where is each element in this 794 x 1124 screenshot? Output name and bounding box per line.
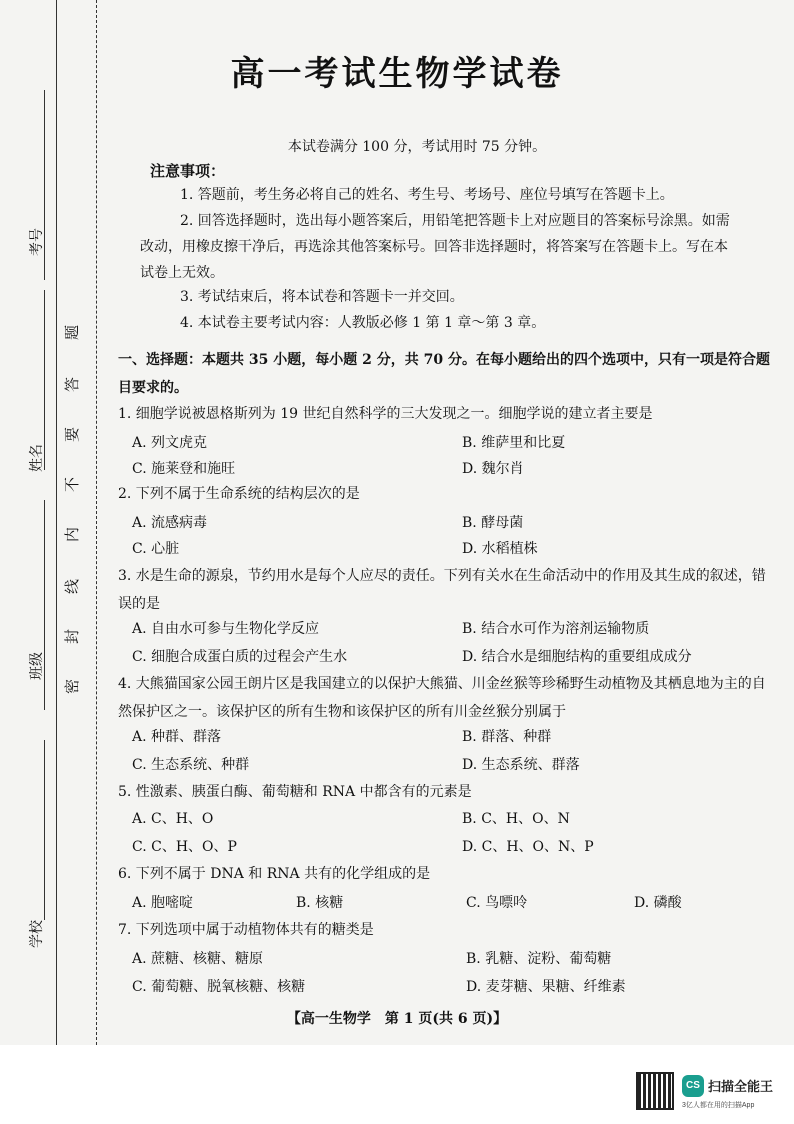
question-stem: 4. 大熊猫国家公园王朗片区是我国建立的以保护大熊猫、川金丝猴等珍稀野生动植物及其栖息地为主的自然保护区之一。该保护区的所有生物和该保护区的所有川金丝猴分别属于 — [118, 676, 766, 720]
seal-char: 密 — [63, 678, 82, 695]
question-option: C. 鸟嘌呤 — [466, 895, 528, 911]
note-item: 4. 本试卷主要考试内容：人教版必修 1 第 1 章～第 3 章。 — [180, 315, 546, 331]
scanner-tagline: 3亿人都在用的扫描App — [682, 1102, 755, 1109]
cs-logo-icon: CS — [682, 1075, 704, 1097]
question-stem: 5. 性激素、胰蛋白酶、葡萄糖和 RNA 中都含有的元素是 — [118, 784, 472, 800]
binding-line-solid — [56, 0, 57, 1045]
seal-char: 线 — [63, 578, 82, 595]
question-option: D. 麦芽糖、果糖、纤维素 — [466, 979, 626, 995]
question-option: D. 水稻植株 — [462, 541, 538, 557]
question-option: B. 乳糖、淀粉、葡萄糖 — [466, 951, 612, 967]
question-stem: 2. 下列不属于生命系统的结构层次的是 — [118, 486, 360, 502]
question-option: B. 结合水可作为溶剂运输物质 — [462, 621, 650, 637]
exam-meta: 本试卷满分 100 分，考试用时 75 分钟。 — [287, 139, 547, 155]
question-option: B. 群落、种群 — [462, 729, 552, 745]
field-label-class: 班级 — [29, 652, 45, 680]
question-option: B. C、H、O、N — [462, 811, 570, 827]
question-option: D. C、H、O、N、P — [462, 839, 594, 855]
seal-char: 要 — [63, 426, 82, 443]
question-option: A. 胞嘧啶 — [132, 895, 194, 911]
question-stem: 3. 水是生命的源泉，节约用水是每个人应尽的责任。下列有关水在生命活动中的作用及其生成的叙述，错误的是 — [118, 568, 766, 612]
field-blank-name — [44, 290, 45, 470]
seal-char: 封 — [63, 628, 82, 645]
question-option: A. C、H、O — [132, 811, 214, 827]
question-option: A. 自由水可参与生物化学反应 — [132, 621, 320, 637]
notes-heading: 注意事项： — [150, 162, 226, 180]
question-option: C. 生态系统、种群 — [132, 757, 250, 773]
page-footer: 【高一生物学 第 1 页(共 6 页)】 — [286, 1011, 508, 1027]
note-item: 1. 答题前，考生务必将自己的姓名、考生号、考场号、座位号填写在答题卡上。 — [180, 187, 674, 203]
field-label-name: 姓名 — [29, 444, 45, 472]
seal-char: 题 — [63, 324, 82, 341]
scanner-app-name: 扫描全能王 — [708, 1079, 774, 1094]
question-option: C. 心脏 — [132, 541, 180, 557]
question-stem: 6. 下列不属于 DNA 和 RNA 共有的化学组成的是 — [118, 866, 431, 882]
note-item: 3. 考试结束后，将本试卷和答题卡一并交回。 — [180, 289, 464, 305]
field-blank-exam-number — [44, 90, 45, 280]
seal-char: 答 — [63, 376, 82, 393]
qr-code-icon — [636, 1072, 674, 1110]
question-option: A. 蔗糖、核糖、糖原 — [132, 951, 264, 967]
seal-char: 不 — [63, 476, 82, 493]
question-option: C. 细胞合成蛋白质的过程会产生水 — [132, 649, 348, 665]
question-option: A. 列文虎克 — [132, 435, 208, 451]
field-blank-school — [44, 740, 45, 920]
question-option: A. 流感病毒 — [132, 515, 208, 531]
question-option: C. 施莱登和施旺 — [132, 461, 236, 477]
page-title: 高一考试生物学试卷 — [230, 54, 564, 94]
question-stem: 7. 下列选项中属于动植物体共有的糖类是 — [118, 922, 374, 938]
binding-line-dashed — [96, 0, 97, 1045]
question-option: C. 葡萄糖、脱氧核糖、核糖 — [132, 979, 306, 995]
note-item: 2. 回答选择题时，选出每小题答案后，用铅笔把答题卡上对应题目的答案标号涂黑。如需改动，用橡皮擦干净后，再选涂其他答案标号。回答非选择题时，将答案写在答题卡上。写在本试卷上无效。 — [140, 213, 730, 281]
question-option: B. 酵母菌 — [462, 515, 524, 531]
field-label-exam-number: 考号 — [29, 228, 45, 256]
field-label-school: 学校 — [29, 920, 45, 948]
question-stem: 1. 细胞学说被恩格斯列为 19 世纪自然科学的三大发现之一。细胞学说的建立者主要是 — [118, 406, 653, 422]
question-option: A. 种群、群落 — [132, 729, 222, 745]
seal-char: 内 — [63, 526, 82, 543]
question-option: D. 结合水是细胞结构的重要组成成分 — [462, 649, 692, 665]
question-option: C. C、H、O、P — [132, 839, 237, 855]
field-blank-class — [44, 500, 45, 710]
question-option: D. 生态系统、群落 — [462, 757, 580, 773]
question-option: B. 核糖 — [296, 895, 344, 911]
question-option: D. 魏尔肖 — [462, 461, 524, 477]
section-heading: 一、选择题：本题共 35 小题，每小题 2 分，共 70 分。在每小题给出的四个选项中，只有一项是符合题目要求的。 — [118, 352, 770, 396]
question-option: D. 磷酸 — [634, 895, 682, 911]
question-option: B. 维萨里和比夏 — [462, 435, 566, 451]
